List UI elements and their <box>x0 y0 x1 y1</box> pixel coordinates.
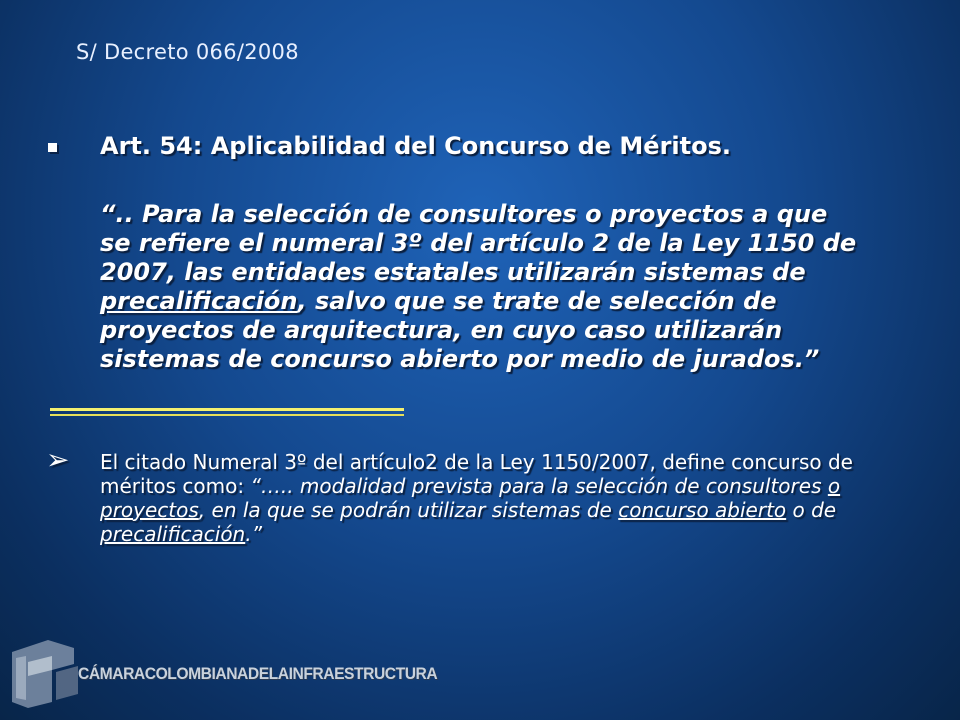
definition-paragraph <box>100 450 880 546</box>
divider-line <box>50 408 404 411</box>
heading-bullet <box>48 132 57 152</box>
divider-line-secondary <box>50 414 404 416</box>
paragraph-lead: El citado Numeral 3º del artículo2 de la Ley 1150/2007, define concurso de méritos como: <box>100 450 853 498</box>
quote-text: “.. Para la selección de consultores o proyectos a que se refiere el numeral 3º del artículo 2 de la Ley 1150 de 2007, las entidades estatales utilizarán sistemas de <box>100 200 857 286</box>
article-heading: Art. 54: Aplicabilidad del Concurso de Méritos. <box>100 132 732 160</box>
paragraph-quote-4: .” <box>245 522 262 546</box>
square-bullet-icon <box>48 143 57 152</box>
paragraph-quote-1: “….. modalidad prevista para la selección de consultores <box>250 474 828 498</box>
paragraph-underline-2: concurso abierto <box>618 498 787 522</box>
logo-emblem-icon <box>12 640 78 708</box>
arrow-bullet-icon: ➢ <box>46 443 70 476</box>
paragraph-quote-3: o de <box>786 498 837 522</box>
logo-text: CÁMARACOLOMBIANADELAINFRAESTRUCTURA <box>78 664 438 683</box>
paragraph-underline-3: precalificación <box>100 522 246 546</box>
subtitle: S/ Decreto 066/2008 <box>76 40 299 64</box>
paragraph-underline-1: o proyectos <box>100 474 841 522</box>
quote-underlined: precalificación <box>100 287 298 315</box>
quote-text-end: , salvo que se trate de selección de proyectos de arquitectura, en cuyo caso utilizarán sistemas de concurso abierto por medio de jurados.” <box>100 287 820 373</box>
article-quote <box>100 200 860 374</box>
paragraph-quote-2: , en la que se podrán utilizar sistemas de <box>198 498 619 522</box>
